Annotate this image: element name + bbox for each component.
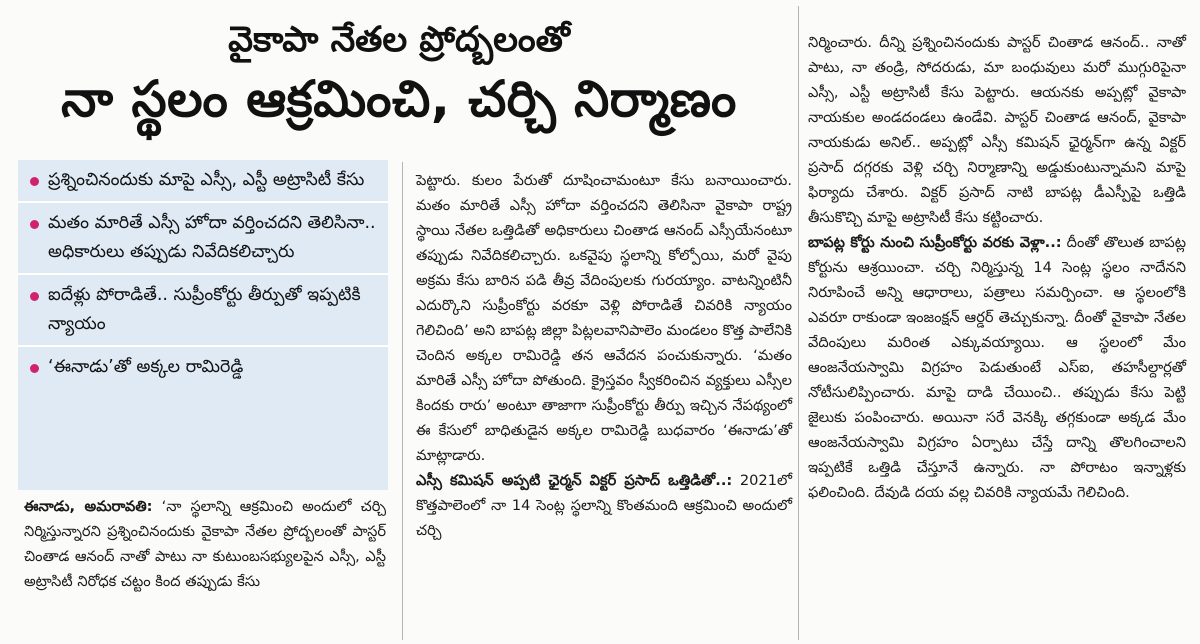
article-column-1 — [24, 494, 386, 594]
paragraph: నిర్మించారు. దీన్ని ప్రశ్నించినందుకు పాస్టర్ చింతాడ ఆనంద్.. నాతో పాటు, నా తండ్రి, సోదరుడు, మా బంధువులు మరో ముగ్గురిపైనా ఎస్సీ, ఎస్టీ అట్రాసిటీ కేసు పెట్టారు. ఆయనకు అప్పట్లో వైకాపా నాయకుల అండదండలు ఉండేవి. పాస్టర్ చింతాడ ఆనంద్, వైకాపా నాయకుడు అనిల్.. అప్పట్లో ఎస్సీ కమిషన్ ఛైర్మన్‌గా ఉన్న విక్టర్ ప్రసాద్ దగ్గరకు వెళ్లి చర్చి నిర్మాణాన్ని అడ్డుకుంటున్నామని మాపై ఫిర్యాదు చేశారు. విక్టర్ ప్రసాద్ నాటి బాపట్ల డీఎస్పీపై ఒత్తిడి తీసుకొచ్చి మాపై అట్రాసిటీ కేసు కట్టించారు. — [808, 34, 1186, 226]
headline-line-2: నా స్థలం ఆక్రమించి, చర్చి నిర్మాణం — [61, 70, 737, 128]
paragraph-text: దీంతో తొలుత బాపట్ల కోర్టును ఆశ్రయించా. చర్చి నిర్మిస్తున్న 14 సెంట్ల స్థలం నాదేనని నిరూపించే అన్ని ఆధారాలు, పత్రాలు సమర్పించా. ఆ స్థలంలోకి ఎవరూ రాకుండా ఇంజంక్షన్ ఆర్డర్ తెచ్చుకున్నా. దీంతో వైకాపా నేతల వేదింపులు మరింత ఎక్కువయ్యాయి. ఆ స్థలంలో మేం ఆంజనేయస్వామి విగ్రహం పెడుతుంటే ఎస్ఐ, తహసీల్దార్లతో నోటీసులిప్పించారు. మాపై దాడి చేయించి.. తప్పుడు కేసు పెట్టి జైలుకు పంపించారు. అయినా సరే వెనక్కి తగ్గకుండా అక్కడ మేం ఆంజనేయస్వామి విగ్రహం ఏర్పాటు చేస్తే దాన్ని తొలగించాలని ఇప్పటికే ఒత్తిడి చేస్తూనే ఉన్నారు. నా పోరాటం ఇన్నాళ్లకు ఫలించింది. దేవుడి దయ వల్ల చివరికి న్యాయమే గెలిచింది. — [808, 234, 1186, 501]
paragraph — [24, 494, 386, 594]
paragraph: పెట్టారు. కులం పేరుతో దూషించామంటూ కేసు బనాయించారు. మతం మారితే ఎస్సీ హోదా వర్తించదని తెలిసినా వైకాపా రాష్ట్ర స్థాయి నేతల ఒత్తిడితో అధికారులు చింతాడ ఆనంద్ ఎస్సీయేనంటూ తప్పుడు నివేదికలిచ్చారు. ఒకవైపు స్థలాన్ని కోల్పోయి, మరో వైపు అక్రమ కేసు బారిన పడి తీవ్ర వేదింపులకు గురయ్యాం. వాటన్నింటినీ ఎదుర్కొని సుప్రీంకోర్టు వరకూ వెళ్లి పోరాడితే చివరికి న్యాయం గెలిచింది’ అని బాపట్ల జిల్లా పిట్లలవానిపాలెం మండలం కొత్త పాలేనికి చెందిన అక్కల రామిరెడ్డి తన ఆవేదన పంచుకున్నారు. ‘మతం మారితే ఎస్సీ హోదా పోతుంది. క్రైస్తవం స్వీకరించిన వ్యక్తులు ఎస్సీల కిందకు రారు’ అంటూ తాజాగా సుప్రీంకోర్టు తీర్పు ఇచ్చిన నేపథ్యంలో ఈ కేసులో బాధితుడైన అక్కల రామిరెడ్డి బుధవారం ‘ఈనాడు’తో మాట్లాడారు. — [416, 172, 792, 464]
headline-line-1: వైకాపా నేతల ప్రోద్బలంతో — [228, 20, 570, 60]
bullet-dot-icon — [30, 220, 39, 229]
highlight-item — [18, 160, 388, 203]
bullet-dot-icon — [30, 292, 39, 301]
column-divider — [798, 6, 799, 640]
article-column-2 — [416, 168, 792, 543]
highlight-item — [18, 203, 388, 275]
subheading: ఎస్సీ కమిషన్ అప్పటి ఛైర్మన్ విక్టర్ ప్రసాద్ ఒత్తిడితో..: — [416, 472, 733, 489]
paragraph — [416, 468, 792, 543]
highlight-item — [18, 347, 388, 388]
highlight-text: మతం మారితే ఎస్సీ హోదా వర్తించదని తెలిసినా.. అధికారులు తప్పుడు నివేదికలిచ్చారు — [48, 213, 376, 262]
subheading: బాపట్ల కోర్టు నుంచి సుప్రీంకోర్టు వరకు వెళ్లా..: — [808, 234, 1062, 251]
highlight-text: ప్రశ్నించినందుకు మాపై ఎస్సీ, ఎస్టీ అట్రాసిటీ కేసు — [48, 170, 365, 190]
article-column-3 — [808, 30, 1186, 505]
highlight-text: ఐదేళ్లు పోరాడితే.. సుప్రీంకోర్టు తీర్పుతో ఇప్పటికి న్యాయం — [48, 285, 361, 334]
paragraph — [808, 230, 1186, 505]
column-divider — [402, 162, 403, 640]
paragraph-text: 2021లో కొత్తపాలెంలో నా 14 సెంట్ల స్థలాన్ని కొంతమంది ఆక్రమించి అందులో చర్చి — [416, 472, 792, 539]
highlight-item — [18, 275, 388, 347]
headline — [18, 16, 780, 134]
dateline: ఈనాడు, అమరావతి: — [24, 498, 153, 515]
bullet-dot-icon — [30, 177, 39, 186]
bullet-dot-icon — [30, 364, 39, 373]
paragraph-text: ‘నా స్థలాన్ని ఆక్రమించి అందులో చర్చి నిర్మిస్తున్నారని ప్రశ్నించినందుకు వైకాపా నేతల ప్రోద్బలంతో పాస్టర్ చింతాడ ఆనంద్ నాతో పాటు నా కుటుంబసభ్యులపైన ఎస్సీ, ఎస్టీ అట్రాసిటీ నిరోధక చట్టం కింద తప్పుడు కేసు — [24, 498, 386, 590]
highlights-box — [18, 160, 388, 490]
highlight-text: ‘ఈనాడు’తో అక్కల రామిరెడ్డి — [48, 357, 244, 377]
